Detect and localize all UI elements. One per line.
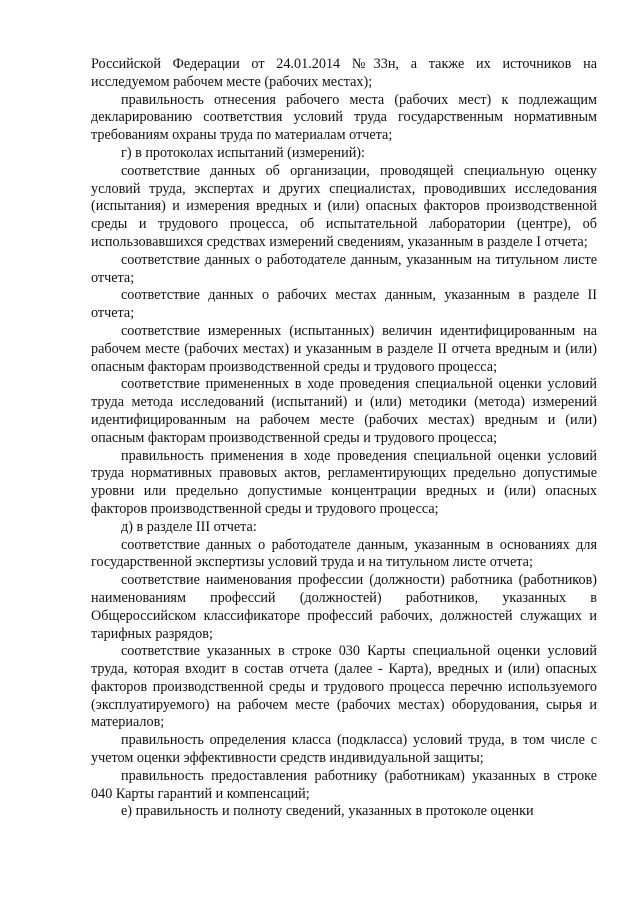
paragraph: соответствие данных об организации, проводящей специальную оценку условий труда, экспертах и других специалистах, проводивших исследования (испытания) и измерения вредных и (или) опасных факторов производственной среды и трудового процесса, об испытательной лаборатории (центре), об использовавшихся средствах измерений сведениям, указанным в разделе I отчета; (91, 162, 597, 250)
paragraph: соответствие измеренных (испытанных) величин идентифицированным на рабочем месте (рабочих местах) и указанным в разделе II отчета вредным и (или) опасным факторам производственной среды и трудового процесса; (91, 322, 597, 375)
paragraph: соответствие данных о работодателе данным, указанным в основаниях для государственной экспертизы условий труда и на титульном листе отчета; (91, 536, 597, 571)
document-body (91, 56, 597, 821)
section-heading-d: д) в разделе III отчета: (121, 518, 257, 535)
paragraph: соответствие указанных в строке 030 Карты специальной оценки условий труда, которая входит в состав отчета (далее - Карта), вредных и (или) опасных факторов производственной среды и трудового процесса перечню используемого (эксплуатируемого) на рабочем месте (рабочих местах) оборудования, сырья и материалов; (91, 643, 597, 731)
paragraph: правильность определения класса (подкласса) условий труда, в том числе с учетом оценки эффективности средств индивидуальной защиты; (91, 732, 597, 767)
section-heading-g: г) в протоколах испытаний (измерений): (121, 144, 365, 161)
paragraph: Российской Федерации от 24.01.2014 №33н, а также их источников на исследуемом рабочем месте (рабочих местах); (91, 56, 597, 90)
paragraph: соответствие примененных в ходе проведения специальной оценки условий труда метода исследований (испытаний) и (или) методики (метода) измерений идентифицированным на рабочем месте (рабочих местах) вредным и (или) опасным факторам производственной среды и трудового процесса; (91, 376, 597, 446)
paragraph: соответствие наименования профессии (должности) работника (работников) наименованиям профессий (должностей) работников, указанных в Общероссийском классификаторе профессий рабочих, должностей служащих и тарифных разрядов; (91, 572, 597, 642)
paragraph: правильность применения в ходе проведения специальной оценки условий труда нормативных правовых актов, регламентирующих предельно допустимые уровни или предельно допустимые концентрации вредных и (или) опасных факторов производственной среды и трудового процесса; (91, 447, 597, 517)
paragraph: соответствие данных о рабочих местах данным, указанным в разделе II отчета; (91, 287, 597, 322)
section-heading-e: е) правильность и полноту сведений, указанных в протоколе оценки (121, 803, 534, 820)
paragraph: соответствие данных о работодателе данным, указанным на титульном листе отчета; (91, 251, 597, 286)
paragraph: правильность предоставления работнику (работникам) указанных в строке 040 Карты гарантий и компенсаций; (91, 767, 597, 802)
paragraph: правильность отнесения рабочего места (рабочих мест) к подлежащим декларированию соответствия условий труда государственным нормативным требованиям охраны труда по материалам отчета; (91, 91, 597, 144)
